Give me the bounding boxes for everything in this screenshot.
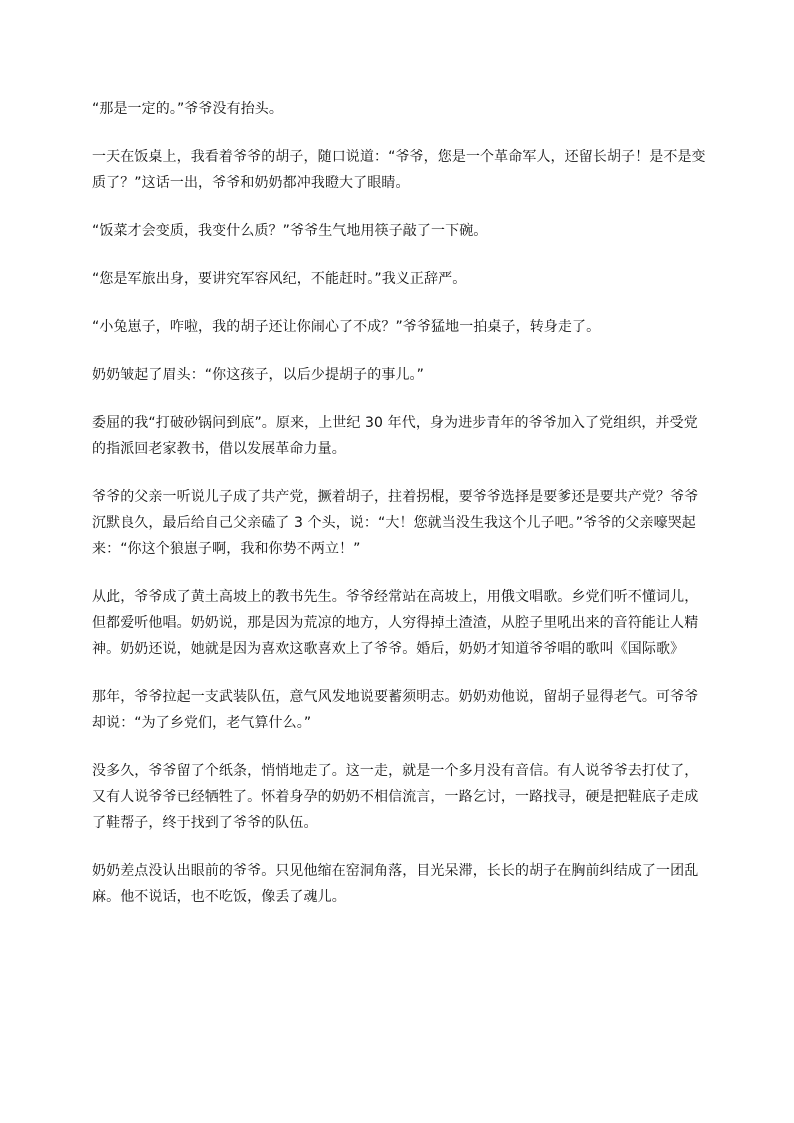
paragraph-12: 奶奶差点没认出眼前的爷爷。只见他缩在窑洞角落，目光呆滞，长长的胡子在胸前纠结成了一团乱麻。他不说话，也不吃饭，像丢了魂儿。 xyxy=(92,863,699,905)
paragraph-6: 奶奶皱起了眉头：“你这孩子，以后少提胡子的事儿。” xyxy=(92,367,425,383)
paragraph-10: 那年，爷爷拉起一支武装队伍，意气风发地说要蓄须明志。奶奶劝他说，留胡子显得老气。可爷爷却说：“为了乡党们，老气算什么。” xyxy=(92,689,699,731)
paragraph-9: 从此，爷爷成了黄土高坡上的教书先生。爷爷经常站在高坡上，用俄文唱歌。乡党们听不懂词儿，但都爱听他唱。奶奶说，那是因为荒凉的地方，人穷得掉土渣渣，从腔子里吼出来的音符能让人精神。奶奶还说，她就是因为喜欢这歌喜欢上了爷爷。婚后，奶奶才知道爷爷唱的歌叫《国际歌》 xyxy=(92,589,699,657)
paragraph-3: “饭菜才会变质，我变什么质？”爷爷生气地用筷子敲了一下碗。 xyxy=(92,223,488,239)
paragraph-2: 一天在饭桌上，我看着爷爷的胡子，随口说道：“爷爷，您是一个革命军人，还留长胡子！是不是变质了？”这话一出，爷爷和奶奶都冲我瞪大了眼睛。 xyxy=(92,149,706,191)
paragraph-7: 委屈的我“打破砂锅问到底”。原来，上世纪 30 年代，身为进步青年的爷爷加入了党组织，并受党的指派回老家教书，借以发展革命力量。 xyxy=(92,415,698,457)
paragraph-5: “小兔崽子，咋啦，我的胡子还让你闹心了不成？”爷爷猛地一拍桌子，转身走了。 xyxy=(92,319,601,335)
paragraph-8: 爷爷的父亲一听说儿子成了共产党，撅着胡子，拄着拐棍，要爷爷选择是要爹还是要共产党？爷爷沉默良久，最后给自己父亲磕了 3 个头，说：“大！您就当没生我这个儿子吧。”爷爷的父亲嚎哭起来：“你这个狼崽子啊，我和你势不两立！” xyxy=(92,489,699,557)
paragraph-11: 没多久，爷爷留了个纸条，悄悄地走了。这一走，就是一个多月没有音信。有人说爷爷去打仗了，又有人说爷爷已经牺牲了。怀着身孕的奶奶不相信流言，一路乞讨，一路找寻，硬是把鞋底子走成了鞋帮子，终于找到了爷爷的队伍。 xyxy=(92,763,699,831)
paragraph-4: “您是军旅出身，要讲究军容风纪，不能赶时。”我义正辞严。 xyxy=(92,271,467,287)
paragraph-1: “那是一定的。”爷爷没有抬头。 xyxy=(92,101,284,117)
document-body xyxy=(92,96,710,932)
